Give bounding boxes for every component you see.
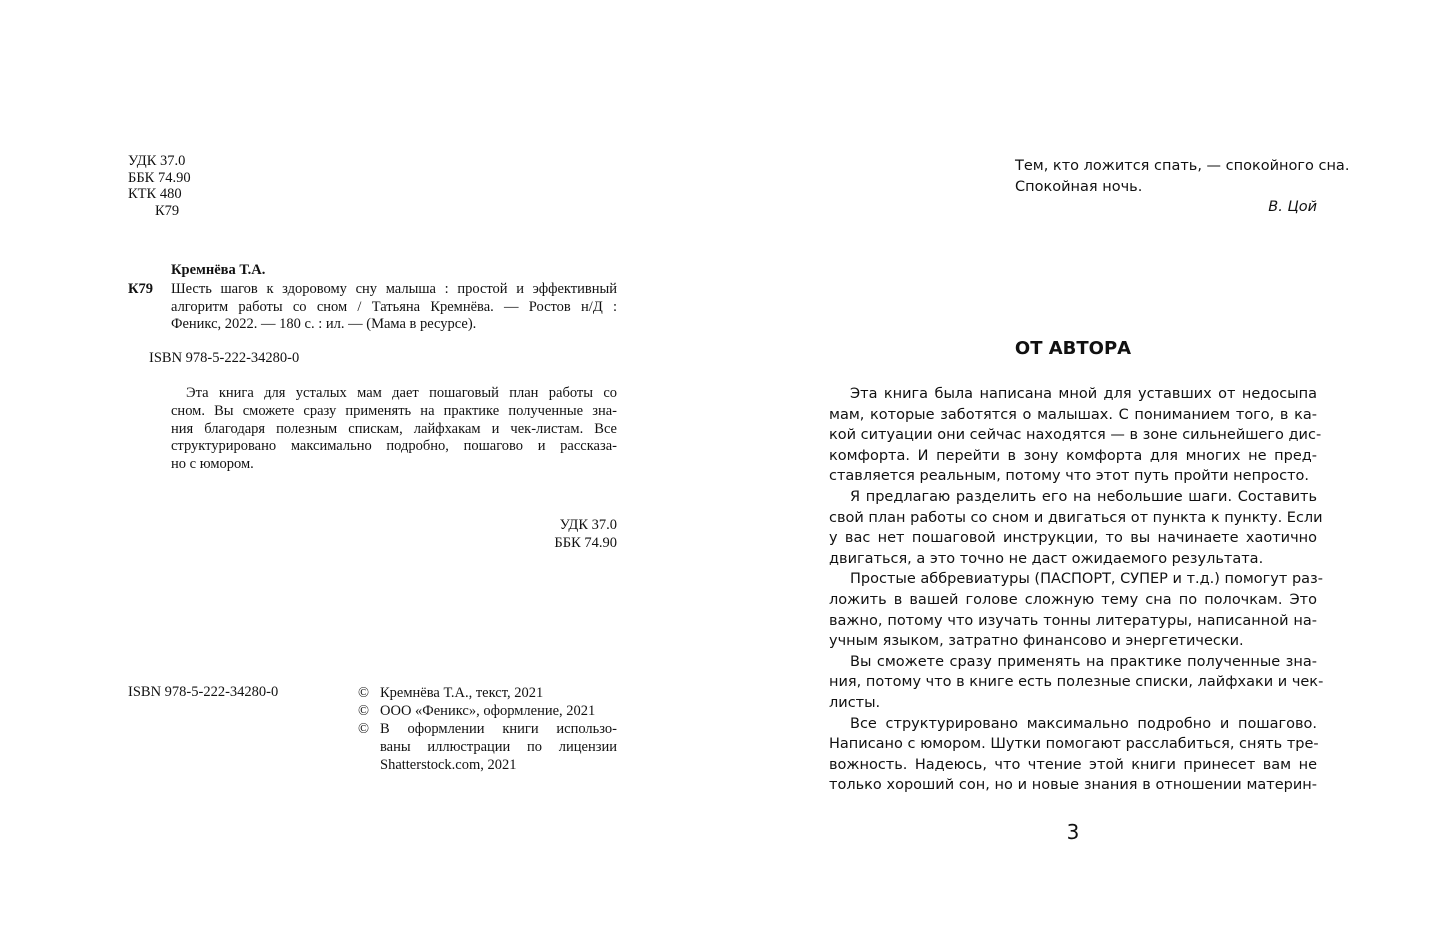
copyright-symbol: © [358, 685, 370, 701]
copyright-entry [358, 720, 617, 774]
body-line: Вы сможете сразу применять на практике полученные зна- [850, 653, 1317, 670]
copyright-symbol: © [358, 703, 370, 719]
body-line: двигаться, а это точно не даст ожидаемого результата. [829, 550, 1264, 567]
abstract-line: структурировано максимально подробно, пошагово и рассказа- [171, 438, 617, 455]
body-line: важно, потому что изучать тонны литературы, написанной на- [829, 612, 1317, 629]
copyright-text: Кремнёва Т.А., текст, 2021 [380, 685, 544, 701]
ktk-code: КТК 480 [128, 186, 182, 202]
abstract-line: сном. Вы сможете сразу применять на практике полученные зна- [171, 402, 617, 419]
biblio-line: алгоритм работы со сном / Татьяна Кремнёва. — Ростов н/Д : [171, 298, 617, 315]
abstract [171, 385, 617, 474]
author-sign: К79 [155, 202, 180, 219]
body-line: вожность. Надеюсь, что чтение этой книги принесет вам не [829, 756, 1317, 773]
isbn-top: ISBN 978-5-222-34280-0 [149, 350, 300, 366]
abstract-line: ния благодаря полезным спискам, лайфхакам и чек-листам. Все [171, 420, 617, 437]
udk-code-bottom: УДК 37.0 [559, 517, 617, 533]
body-line: Эта книга была написана мной для уставших от недосыпа [850, 386, 1317, 402]
author-mark: К79 [128, 281, 154, 297]
abstract-line: но с юмором. [171, 456, 254, 473]
body-line: кой ситуации они сейчас находятся — в зоне сильнейшего дис- [829, 427, 1322, 444]
epigraph-line: Тем, кто ложится спать, — спокойного сна. [1015, 158, 1350, 174]
bottom-classification-codes [500, 517, 617, 552]
body-line: ставляется реальным, потому что этот путь пройти непросто. [829, 468, 1310, 485]
copyright-text: В оформлении книги использо- [380, 721, 617, 737]
copyright-text: ООО «Феникс», оформление, 2021 [380, 703, 596, 719]
body-line: ложить в вашей голове сложную тему сна по полочкам. Это [829, 591, 1317, 608]
bbk-code: ББК 74.90 [128, 169, 191, 186]
abstract-line: Эта книга для усталых мам дает пошаговый план работы со [186, 385, 617, 401]
body-line: свой план работы со сном и двигаться от пункта к пункту. Если [829, 509, 1323, 526]
copyright-entry [358, 702, 617, 720]
body-line: ния, потому что в книге есть полезные списки, лайфхаки и чек- [829, 674, 1324, 691]
body-line: комфорта. И перейти в зону комфорта для многих не пред- [829, 447, 1317, 464]
copyright-block [358, 684, 617, 774]
author-foreword-text [829, 384, 1324, 796]
body-line: листы. [829, 694, 881, 711]
epigraph-line: Спокойная ночь. [1015, 178, 1143, 195]
body-line: у вас нет пошаговой инструкции, то вы начинаете хаотично [829, 530, 1317, 547]
author-heading: Кремнёва Т.А. [171, 262, 266, 278]
body-line: мам, которые заботятся о малышах. С пониманием того, в ка- [829, 406, 1317, 423]
body-line: Все структурировано максимально подробно и пошагово. [850, 715, 1317, 732]
copyright-symbol: © [358, 721, 370, 737]
biblio-line: Феникс, 2022. — 180 с. : ил. — (Мама в ресурсе). [171, 316, 477, 332]
body-line: Написано с юмором. Шутки помогают расслабиться, снять тре- [829, 736, 1319, 753]
section-heading: ОТ АВТОРА [1014, 338, 1132, 359]
body-line: Я предлагаю разделить его на небольшие шаги. Составить [850, 488, 1317, 505]
epigraph-attribution: В. Цой [1268, 199, 1317, 215]
body-line: только хороший сон, но и новые знания в отношении материн- [829, 777, 1317, 794]
copyright-entry [358, 684, 617, 702]
copyright-text: ваны иллюстрации по лицензии [380, 739, 617, 755]
copyright-text: Shatterstock.com, 2021 [380, 757, 517, 773]
page-number: 3 [1066, 820, 1080, 844]
biblio-line: Шесть шагов к здоровому сну малыша : простой и эффективный [171, 281, 617, 297]
bibliographic-description [171, 281, 617, 334]
epigraph [1015, 156, 1350, 218]
udk-code: УДК 37.0 [128, 153, 186, 169]
bbk-code-bottom: ББК 74.90 [554, 534, 617, 551]
isbn-bottom: ISBN 978-5-222-34280-0 [128, 684, 279, 700]
body-line: учным языком, затратно финансово и энергетически. [829, 633, 1244, 650]
classification-codes [128, 153, 191, 219]
body-line: Простые аббревиатуры (ПАСПОРТ, СУПЕР и т.д.) помогут раз- [850, 571, 1323, 588]
